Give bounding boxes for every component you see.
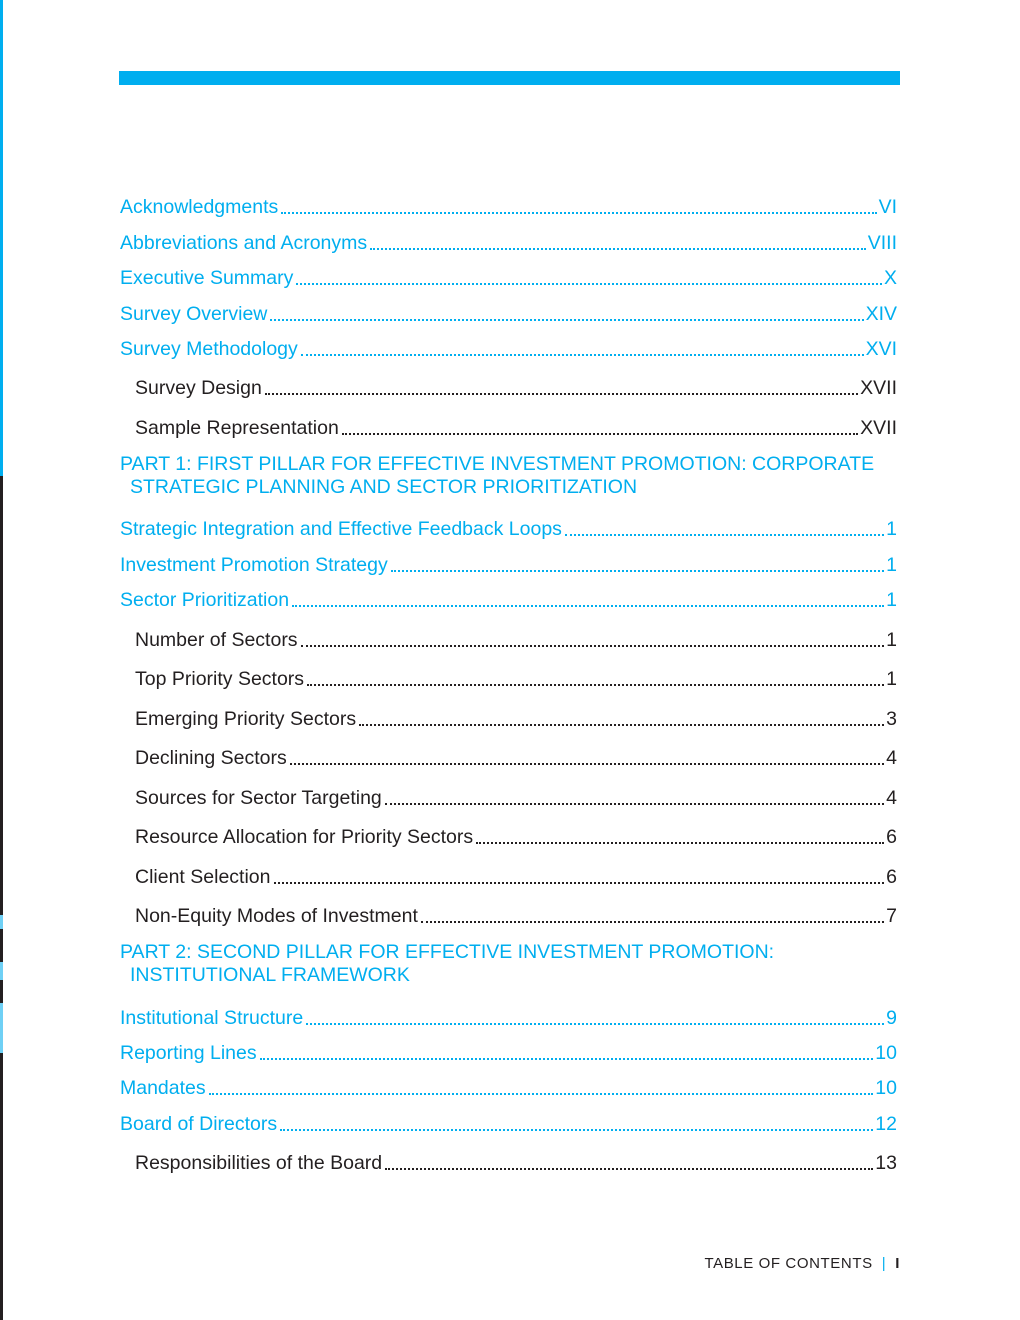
toc-dot-leader bbox=[209, 1093, 874, 1095]
toc-dot-leader bbox=[274, 882, 885, 884]
toc-dot-leader bbox=[301, 645, 885, 647]
toc-entry-label: Client Selection bbox=[135, 865, 271, 888]
toc-entry-label: Sources for Sector Targeting bbox=[135, 786, 382, 809]
toc-entry[interactable] bbox=[120, 694, 897, 734]
footer-section-label: TABLE OF CONTENTS bbox=[704, 1255, 873, 1272]
toc-entry[interactable] bbox=[120, 293, 897, 328]
part-1-title[interactable]: PART 1: FIRST PILLAR FOR EFFECTIVE INVESTMENT PROMOTION: CORPORATE STRATEGIC PLANNING AND SECTOR PRIORITIZATION bbox=[120, 452, 875, 498]
toc-entry-page: 1 bbox=[886, 553, 897, 576]
toc-entry-label: Reporting Lines bbox=[120, 1041, 257, 1064]
toc-entry[interactable] bbox=[120, 329, 897, 364]
toc-entry-page: 1 bbox=[886, 589, 897, 612]
toc-entry-page: 12 bbox=[875, 1112, 897, 1135]
toc-group-front-matter bbox=[120, 187, 897, 443]
toc-entry-label: Acknowledgments bbox=[120, 196, 279, 219]
toc-dot-leader bbox=[290, 763, 884, 765]
toc-entry-page: 6 bbox=[886, 865, 897, 888]
toc-entry-label: Investment Promotion Strategy bbox=[120, 553, 388, 576]
toc-dot-leader bbox=[385, 1168, 873, 1170]
toc-entry-page: 1 bbox=[886, 628, 897, 651]
toc-entry-label: Declining Sectors bbox=[135, 747, 287, 770]
toc-entry-label: Resource Allocation for Priority Sectors bbox=[135, 826, 474, 849]
toc-entry[interactable] bbox=[120, 187, 897, 222]
toc-entry-page: 1 bbox=[886, 518, 897, 541]
toc-entry-label: Top Priority Sectors bbox=[135, 668, 305, 691]
toc-entry-page: 4 bbox=[886, 786, 897, 809]
toc-entry-label: Abbreviations and Acronyms bbox=[120, 231, 368, 254]
toc-entry-label: Survey Design bbox=[135, 377, 262, 400]
toc-entry-label: Responsibilities of the Board bbox=[135, 1152, 383, 1175]
toc-entry[interactable] bbox=[120, 509, 897, 544]
toc-entry-page: VIII bbox=[867, 231, 897, 254]
toc-entry-label: Institutional Structure bbox=[120, 1006, 304, 1029]
toc-entry-page: 10 bbox=[875, 1041, 897, 1064]
toc-entry-page: 7 bbox=[886, 905, 897, 928]
left-edge-mark bbox=[0, 1003, 3, 1053]
toc-entry-page: 1 bbox=[886, 668, 897, 691]
toc-dot-leader bbox=[280, 1129, 873, 1131]
toc-dot-leader bbox=[301, 354, 864, 356]
toc-dot-leader bbox=[421, 921, 884, 923]
toc-entry[interactable] bbox=[120, 258, 897, 293]
toc-entry-label: Number of Sectors bbox=[135, 628, 298, 651]
toc-group-part-2 bbox=[120, 997, 897, 1178]
toc-entry[interactable] bbox=[120, 615, 897, 655]
toc-entry[interactable] bbox=[120, 544, 897, 579]
toc-entry-page: X bbox=[883, 267, 897, 290]
toc-entry-label: Mandates bbox=[120, 1077, 206, 1100]
left-edge-mark bbox=[0, 962, 3, 980]
toc-entry-label: Board of Directors bbox=[120, 1112, 278, 1135]
toc-dot-leader bbox=[370, 248, 866, 250]
toc-entry[interactable] bbox=[120, 734, 897, 774]
toc-group-part-1 bbox=[120, 509, 897, 931]
toc-entry-label: Sample Representation bbox=[135, 416, 339, 439]
toc-entry-label: Survey Methodology bbox=[120, 337, 298, 360]
toc-dot-leader bbox=[265, 393, 858, 395]
toc-entry-page: VI bbox=[878, 196, 897, 219]
toc-dot-leader bbox=[281, 212, 876, 214]
toc-entry[interactable] bbox=[120, 403, 897, 443]
toc-entry[interactable] bbox=[120, 997, 897, 1032]
toc-dot-leader bbox=[270, 319, 863, 321]
toc-dot-leader bbox=[476, 842, 884, 844]
toc-entry[interactable] bbox=[120, 580, 897, 615]
left-edge-accent-dark bbox=[0, 476, 3, 1320]
table-of-contents bbox=[120, 187, 897, 1178]
toc-entry[interactable] bbox=[120, 364, 897, 404]
toc-entry-page: 3 bbox=[886, 707, 897, 730]
toc-entry[interactable] bbox=[120, 852, 897, 892]
toc-entry[interactable] bbox=[120, 222, 897, 257]
toc-entry-label: Survey Overview bbox=[120, 302, 268, 325]
toc-entry-page: XIV bbox=[865, 302, 897, 325]
toc-entry-page: XVI bbox=[865, 337, 897, 360]
part-2-title[interactable]: PART 2: SECOND PILLAR FOR EFFECTIVE INVESTMENT PROMOTION: INSTITUTIONAL FRAMEWORK bbox=[120, 941, 775, 987]
toc-entry-page: 9 bbox=[886, 1006, 897, 1029]
toc-entry-label: Non-Equity Modes of Investment bbox=[135, 905, 418, 928]
toc-dot-leader bbox=[307, 684, 884, 686]
toc-entry[interactable] bbox=[120, 813, 897, 853]
toc-entry-label: Executive Summary bbox=[120, 267, 294, 290]
toc-entry-label: Strategic Integration and Effective Feedback Loops bbox=[120, 518, 562, 541]
toc-dot-leader bbox=[296, 283, 882, 285]
toc-entry[interactable] bbox=[120, 1068, 897, 1103]
toc-dot-leader bbox=[565, 534, 884, 536]
toc-entry-page: 13 bbox=[875, 1152, 897, 1175]
toc-dot-leader bbox=[260, 1058, 874, 1060]
toc-entry[interactable] bbox=[120, 1103, 897, 1138]
header-accent-bar bbox=[119, 71, 900, 85]
toc-entry-page: 6 bbox=[886, 826, 897, 849]
toc-dot-leader bbox=[385, 803, 884, 805]
left-edge-accent-blue bbox=[0, 0, 3, 476]
toc-entry-page: XVII bbox=[860, 416, 897, 439]
toc-entry-label: Sector Prioritization bbox=[120, 589, 290, 612]
footer-separator: | bbox=[881, 1255, 887, 1272]
toc-entry-page: 10 bbox=[875, 1077, 897, 1100]
toc-entry[interactable] bbox=[120, 892, 897, 932]
toc-dot-leader bbox=[342, 433, 858, 435]
toc-dot-leader bbox=[292, 605, 884, 607]
toc-dot-leader bbox=[359, 724, 884, 726]
toc-entry-label: Emerging Priority Sectors bbox=[135, 707, 357, 730]
footer-page-number: I bbox=[895, 1255, 900, 1272]
toc-entry-page: XVII bbox=[860, 377, 897, 400]
left-edge-mark bbox=[0, 915, 3, 929]
toc-entry-page: 4 bbox=[886, 747, 897, 770]
toc-entry[interactable] bbox=[120, 655, 897, 695]
toc-dot-leader bbox=[391, 570, 884, 572]
toc-entry[interactable] bbox=[120, 773, 897, 813]
page-footer bbox=[704, 1255, 900, 1272]
toc-dot-leader bbox=[306, 1023, 884, 1025]
toc-entry[interactable] bbox=[120, 1033, 897, 1068]
toc-entry[interactable] bbox=[120, 1139, 897, 1179]
